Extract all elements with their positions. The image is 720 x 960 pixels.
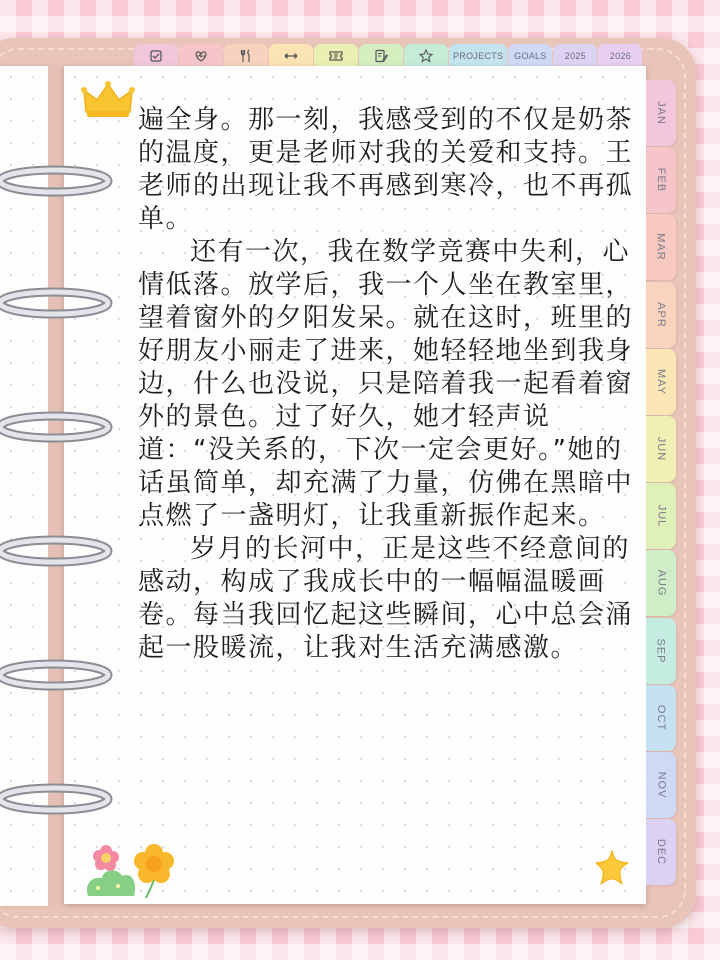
crown-sticker-icon [80, 78, 136, 122]
tab-goals-label: GOALS [514, 51, 547, 61]
tab-2026-label: 2026 [609, 51, 632, 61]
binder-ring [0, 534, 114, 568]
tab-projects-label: PROJECTS [453, 51, 504, 61]
tab-favorites[interactable] [404, 44, 448, 68]
binder-ring [0, 410, 114, 444]
month-label: SEP [654, 637, 667, 664]
tab-month-mar[interactable] [646, 214, 676, 280]
star-sticker-icon [592, 848, 632, 888]
flower-bush-sticker-icon [84, 838, 184, 900]
month-label: APR [655, 301, 667, 328]
tab-2025[interactable] [553, 44, 597, 68]
heart-pulse-icon [193, 48, 209, 64]
tab-month-sep[interactable] [646, 618, 676, 684]
tab-month-jun[interactable] [646, 416, 676, 482]
tab-2026[interactable] [598, 44, 642, 68]
tab-month-aug[interactable] [646, 550, 676, 616]
month-label: JUL [655, 504, 667, 528]
binder-ring [0, 286, 114, 320]
top-tab-bar [134, 44, 643, 68]
paragraph: 还有一次，我在数学竞赛中失利，心情低落。放学后，我一个人坐在教室里，望着窗外的夕阳发呆。就在这时，班里的好朋友小丽走了进来，她轻轻地坐到我身边，什么也没说，只是陪着我一起看着窗外的景色。过了好久，她才轻声说道：“没关系的，下次一定会更好。”她的话虽简单，却充满了力量，仿佛在黑暗中点燃了一盏明灯，让我重新振作起来。 [138, 237, 634, 531]
paragraph: 岁月的长河中，正是这些不经意间的感动，构成了我成长中的一幅幅温暖画卷。每当我回忆起这些瞬间，心中总会涌起一股暖流，让我对生活充满感激。 [138, 534, 634, 663]
tab-month-feb[interactable] [646, 147, 676, 213]
binder-ring [0, 164, 114, 198]
tab-meals[interactable] [224, 44, 268, 68]
tab-tickets[interactable] [314, 44, 358, 68]
tab-month-may[interactable] [646, 349, 676, 415]
tab-month-apr[interactable] [646, 282, 676, 348]
month-label: MAR [654, 233, 667, 262]
essay-text [138, 104, 638, 665]
tab-notes[interactable] [359, 44, 403, 68]
month-label: NOV [655, 771, 667, 799]
dumbbell-icon [283, 48, 299, 64]
tab-checklist[interactable] [134, 44, 178, 68]
month-label: DEC [654, 838, 667, 866]
tab-projects[interactable] [449, 44, 507, 68]
tab-health[interactable] [179, 44, 223, 68]
month-label: AUG [655, 569, 667, 597]
ticket-icon [328, 48, 344, 64]
tab-month-dec[interactable] [646, 819, 676, 885]
tab-goals[interactable] [508, 44, 552, 68]
notebook-pen-icon [373, 48, 389, 64]
checkbox-icon [148, 48, 164, 64]
tab-month-oct[interactable] [646, 685, 676, 751]
month-label: FEB [655, 167, 667, 193]
tab-month-jul[interactable] [646, 483, 676, 549]
binder-ring [0, 782, 114, 816]
tab-fitness[interactable] [269, 44, 313, 68]
binder-ring [0, 658, 114, 692]
month-label: JAN [655, 101, 667, 125]
tab-2025-label: 2025 [564, 51, 587, 61]
month-tab-bar [646, 80, 676, 886]
month-label: MAY [655, 368, 667, 395]
tab-month-jan[interactable] [646, 80, 676, 146]
utensils-icon [238, 48, 254, 64]
tab-month-nov[interactable] [646, 752, 676, 818]
star-icon [418, 48, 434, 64]
month-label: OCT [654, 704, 667, 731]
month-label: JUN [654, 436, 667, 462]
paragraph: 遍全身。那一刻，我感受到的不仅是奶茶的温度，更是老师对我的关爱和支持。王老师的出现让我不再感到寒冷，也不再孤单。 [138, 105, 634, 234]
